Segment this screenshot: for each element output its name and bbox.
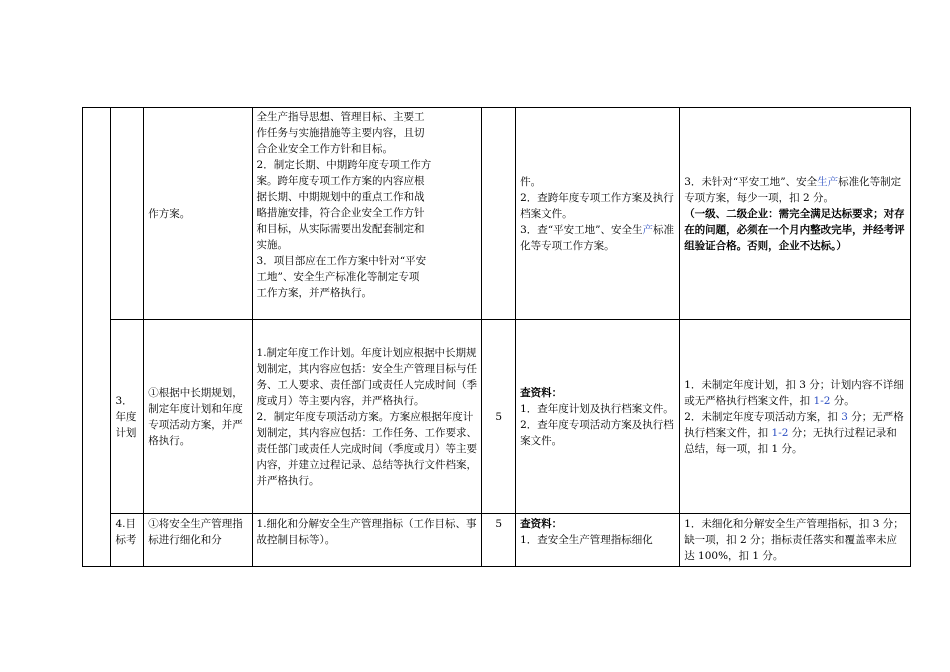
evaluation-cell: 1．未细化和分解安全生产管理指标，扣 3 分；缺一项，扣 2 分；指标责任落实和覆盖率未应达 100%，扣 1 分。 xyxy=(680,514,911,567)
item-cell: 4.目标考 xyxy=(111,514,144,567)
standard-line: 实施。 xyxy=(256,239,289,251)
standard-line: 作任务与实施措施等主要内容，且切 xyxy=(256,127,425,139)
score-cell: 5 xyxy=(482,514,516,567)
table-row xyxy=(83,108,911,320)
evaluation-cell xyxy=(680,320,911,514)
standard-line: 案。跨年度专项工作方案的内容应根 xyxy=(256,175,425,187)
score-cell: 5 xyxy=(482,320,516,514)
item-cell: 3．年度计划 xyxy=(111,320,144,514)
method-line: 件。 xyxy=(520,175,542,188)
standard-cell: 1.细化和分解安全生产管理指标（工作目标、事故控制目标等）。 xyxy=(252,514,482,567)
standard-line: 2．制定长期、中期跨年度专项工作方 xyxy=(256,159,432,171)
method-line: 2．查跨年度专项工作方案及执行档案文件。 xyxy=(520,191,674,220)
item-cell xyxy=(111,108,144,320)
evaluation-cell xyxy=(680,108,911,320)
standard-line: 和目标，从实际需要出发配套制定和 xyxy=(256,223,425,235)
standard-line: 工地”、安全生产标准化等制定专项 xyxy=(256,271,420,283)
evaluation-note: （一级、二级企业：需完全满足达标要求；对存在的问题，必须在一个月内整改完毕，并经考评组验证合格。否则，企业不达标。） xyxy=(684,207,905,252)
method-cell xyxy=(516,514,680,567)
table-row xyxy=(83,320,911,514)
evaluation-line: 2．未制定年度专项活动方案，扣 3 分；无严格执行档案文件，扣 1-2 分；无执行过程记录和总结，每一项，扣 1 分。 xyxy=(684,410,904,455)
standard-line: 工作方案，并严格执行。 xyxy=(256,287,373,299)
method-cell xyxy=(516,320,680,514)
standard-line: 据长期、中期规划中的重点工作和战 xyxy=(256,191,425,203)
standard-cell: 1.制定年度工作计划。年度计划应根据中长期规划制定，其内容应包括：安全生产管理目标与任务、工人要求、责任部门或责任人完成时间（季度或月）等主要内容，并严格执行。 2．制定年度专项活动方案。方案应根据年度计划制定，其内容应包括：工作任务、工作要求、责任部门或责任人完成时间（季度或月）等主要内容，并建立过程记录、总结等执行文件档案，并严格执行。 xyxy=(252,320,482,514)
method-cell xyxy=(516,108,680,320)
standard-line: 合企业安全工作方针和目标。 xyxy=(256,143,394,155)
table-row xyxy=(83,514,911,567)
method-line: 3．查“平安工地”、安全生产标准化等专项工作方案。 xyxy=(520,223,675,252)
requirement-cell: 作方案。 xyxy=(144,108,252,320)
assessment-table xyxy=(82,107,911,567)
method-line: 2．查年度专项活动方案及执行档案文件。 xyxy=(520,418,674,447)
level-cell xyxy=(83,108,111,567)
method-line: 1．查安全生产管理指标细化 xyxy=(520,534,653,546)
standard-line: 全生产指导思想、管理目标、主要工 xyxy=(256,111,425,123)
evaluation-line: 3．未针对“平安工地”、安全生产标准化等制定专项方案，每少一项，扣 2 分。 xyxy=(684,175,902,204)
standard-line: 3．项目部应在工作方案中针对“平安 xyxy=(256,255,427,267)
requirement-cell: ①根据中长期规划，制定年度计划和年度专项活动方案，并严格执行。 xyxy=(144,320,252,514)
standard-line: 略措施安排，符合企业安全工作方针 xyxy=(256,207,425,219)
standard-cell xyxy=(252,108,482,320)
method-title: 查资料： xyxy=(520,518,563,530)
score-cell xyxy=(482,108,516,320)
method-title: 查资料： xyxy=(520,386,563,399)
evaluation-line: 1．未制定年度计划，扣 3 分；计划内容不详细或无严格执行档案文件，扣 1-2 分。 xyxy=(684,378,904,407)
method-line: 1．查年度计划及执行档案文件。 xyxy=(520,402,674,415)
requirement-cell: ①将安全生产管理指标进行细化和分 xyxy=(144,514,252,567)
